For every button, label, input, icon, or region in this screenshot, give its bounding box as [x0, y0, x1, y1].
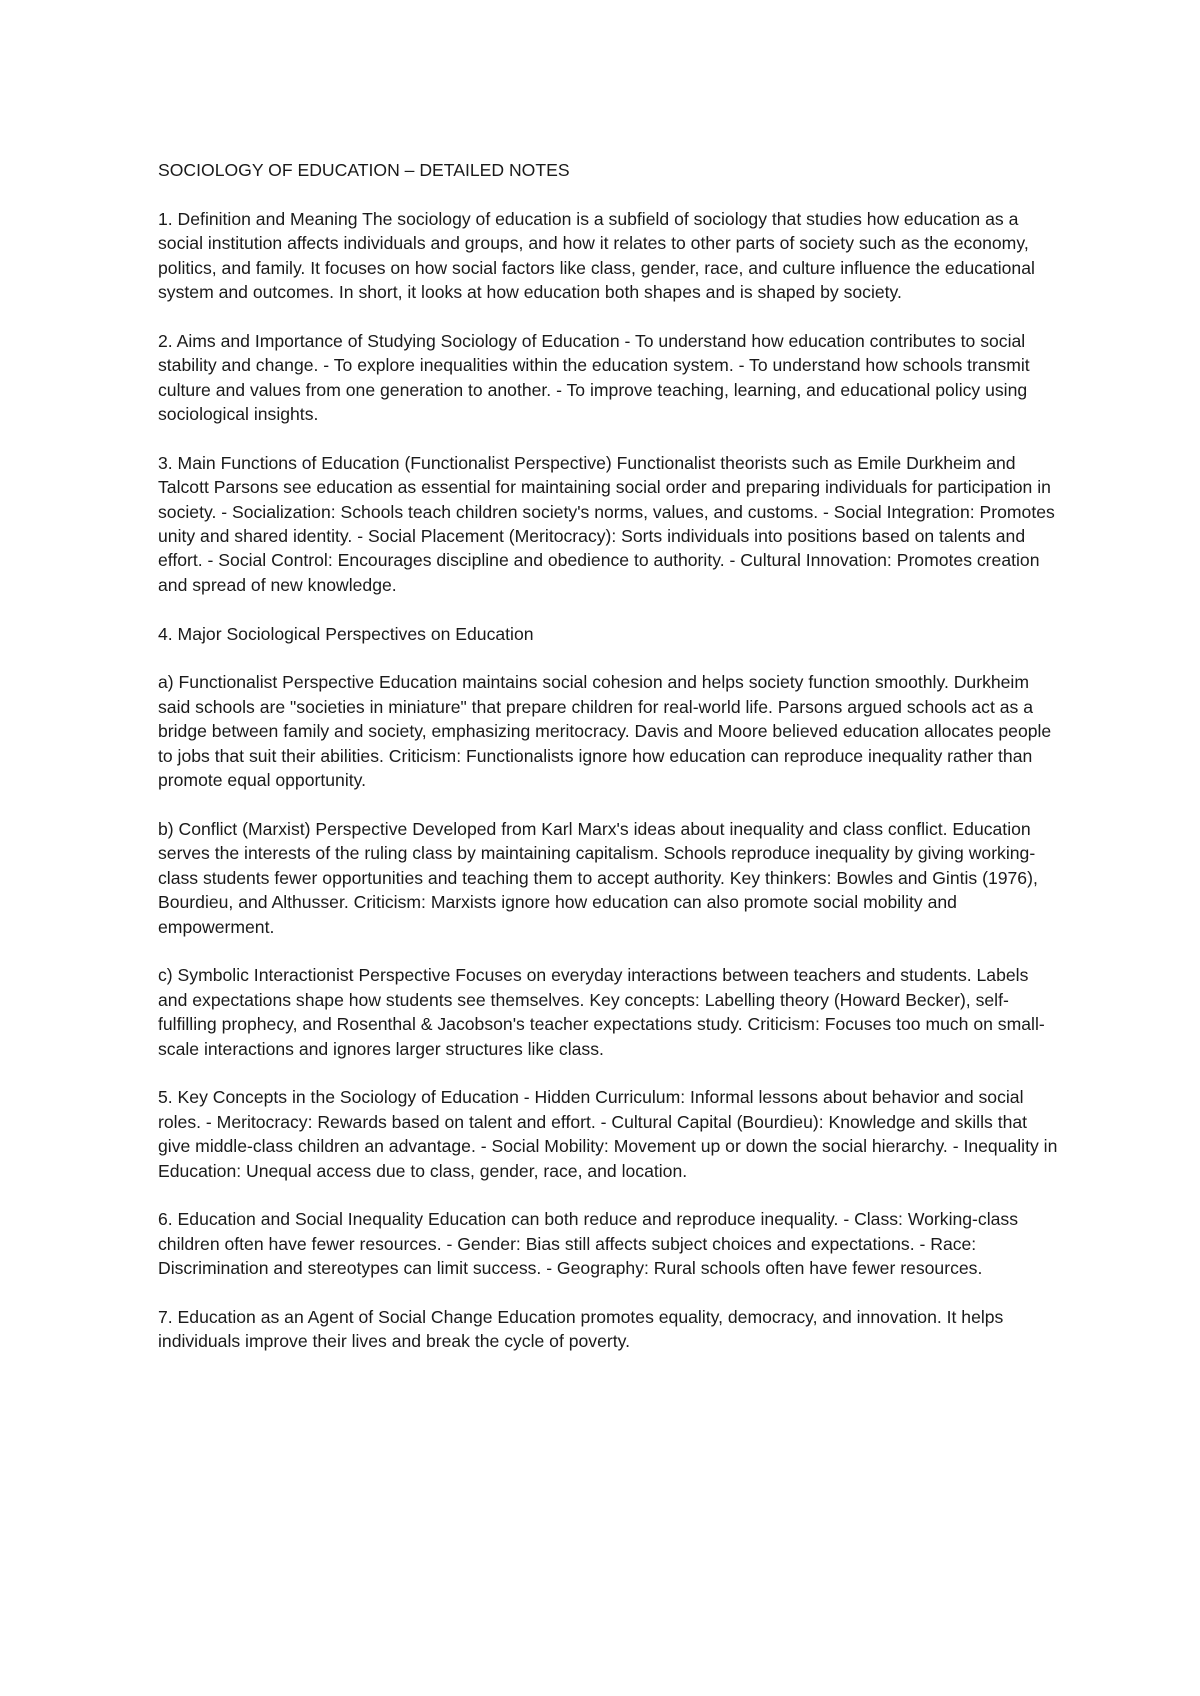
section-interactionist: c) Symbolic Interactionist Perspective Focuses on everyday interactions between teachers and students. Labels and expectations shape how students see themselves. Key concepts: Labelling theory (Howard Becker), self-fulfilling prophecy, and Rosenthal & Jacobson's teacher expectations study. Criticism: Focuses too much on small-scale interactions and ignores larger structures like class.	[158, 965, 1045, 1059]
section-key-concepts: 5. Key Concepts in the Sociology of Education - Hidden Curriculum: Informal lessons about behavior and social roles. - Meritocracy: Rewards based on talent and effort. - Cultural Capital (Bourdieu): Knowledge and skills that give middle-class children an advantage. - Social Mobility: Movement up or down the social hierarchy. - Inequality in Education: Unequal access due to class, gender, race, and location.	[158, 1087, 1058, 1181]
section-social-change: 7. Education as an Agent of Social Change Education promotes equality, democracy, and innovation. It helps individuals improve their lives and break the cycle of poverty.	[158, 1306, 1004, 1352]
section-aims: 2. Aims and Importance of Studying Sociology of Education - To understand how education contributes to social stability and change. - To explore inequalities within the education system. - To understand how schools transmit culture and values from one generation to another. - To improve teaching, learning, and educational policy using sociological insights.	[158, 330, 1030, 425]
section-perspectives-heading: 4. Major Sociological Perspectives on Education	[158, 623, 534, 644]
section-definition: 1. Definition and Meaning The sociology of education is a subfield of sociology that studies how education as a social institution affects individuals and groups, and how it relates to other parts of society such as the economy, politics, and family. It focuses on how social factors like class, gender, race, and culture influence the educational system and outcomes. In short, it looks at how education both shapes and is shaped by society.	[158, 208, 1035, 303]
section-functionalist: a) Functionalist Perspective Education maintains social cohesion and helps society function smoothly. Durkheim said schools are "societies in miniature" that prepare children for real-world life. Parsons argued schools act as a bridge between family and society, emphasizing meritocracy. Davis and Moore believed education allocates people to jobs that suit their abilities. Criticism: Functionalists ignore how education can reproduce inequality rather than promote equal opportunity.	[158, 672, 1052, 791]
section-functions: 3. Main Functions of Education (Functionalist Perspective) Functionalist theorists such as Emile Durkheim and Talcott Parsons see education as essential for maintaining social order and preparing individuals for participation in society. - Socialization: Schools teach children society's norms, values, and customs. - Social Integration: Promotes unity and shared identity. - Social Placement (Meritocracy): Sorts individuals into positions based on talents and effort. - Social Control: Encourages discipline and obedience to authority. - Cultural Innovation: Promotes creation and spread of new knowledge.	[158, 452, 1055, 595]
document-body	[158, 158, 1058, 1378]
document-title: SOCIOLOGY OF EDUCATION – DETAILED NOTES	[158, 160, 570, 180]
section-conflict: b) Conflict (Marxist) Perspective Developed from Karl Marx's ideas about inequality and class conflict. Education serves the interests of the ruling class by maintaining capitalism. Schools reproduce inequality by giving working-class students fewer opportunities and teaching them to accept authority. Key thinkers: Bowles and Gintis (1976), Bourdieu, and Althusser. Criticism: Marxists ignore how education can also promote social mobility and empowerment.	[158, 818, 1038, 937]
section-inequality: 6. Education and Social Inequality Education can both reduce and reproduce inequality. - Class: Working-class children often have fewer resources. - Gender: Bias still affects subject choices and expectations. - Race: Discrimination and stereotypes can limit success. - Geography: Rural schools often have fewer resources.	[158, 1209, 1018, 1279]
